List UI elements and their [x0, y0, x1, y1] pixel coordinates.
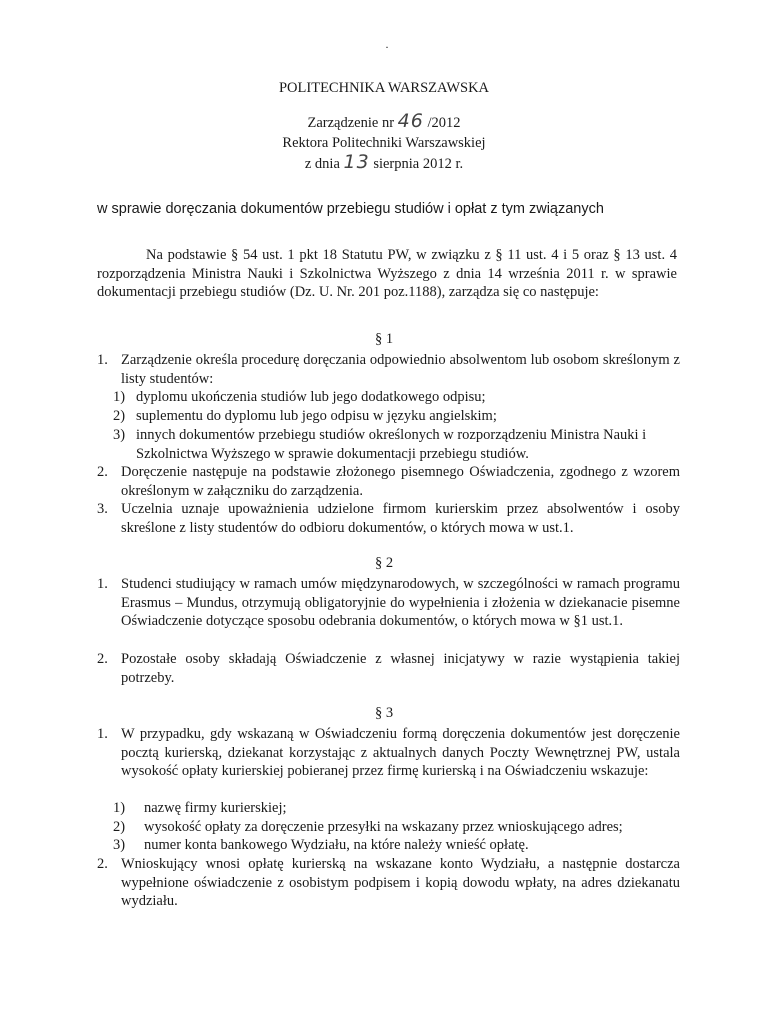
section-3-subitem-1: [113, 799, 680, 818]
order-number-line: [0, 110, 768, 132]
item-text: Pozostałe osoby składają Oświadczenie z własnej inicjatywy w razie wystąpienia takiej potrzeby.: [121, 651, 680, 686]
item-number: 1.: [97, 352, 108, 368]
handwritten-date-day: 13: [343, 151, 370, 173]
subitem-number: 2): [113, 819, 126, 835]
item-text: Uczelnia uznaje upoważnienia udzielone firmom kurierskim przez absolwentów i osoby skreślone z listy studentów do odbioru dokumentów, o których mowa w ust.1.: [121, 501, 680, 536]
order-suffix: /2012: [427, 115, 461, 131]
section-1-subitem-3: [113, 426, 680, 463]
item-text: W przypadku, gdy wskazaną w Oświadczeniu formą doręczenia dokumentów jest doręczenie pocztą kurierską, dziekanat korzystając z aktualnych danych Poczty Wewnętrznej PW, ustala wysokość opłaty kurierskiej pobieranej przez firmę kurierską i na Oświadczeniu wskazuje:: [121, 726, 680, 779]
preamble: Na podstawie § 54 ust. 1 pkt 18 Statutu PW, w związku z § 11 ust. 4 i 5 oraz § 13 ust. 4 rozporządzenia Ministra Nauki i Szkolnictwa Wyższego z dnia 14 września 2011 r. w sprawie dokumentacji przebiegu studiów (Dz. U. Nr. 201 poz.1188), zarządza się co następuje:: [97, 247, 677, 300]
item-text: Doręczenie następuje na podstawie złożonego pisemnego Oświadczenia, zgodnego z wzorem określonym w załączniku do zarządzenia.: [121, 464, 680, 499]
subitem-text: innych dokumentów przebiegu studiów określonych w rozporządzeniu Ministra Nauki i Szkolnictwa Wyższego w sprawie dokumentacji przebiegu studiów.: [136, 427, 647, 462]
issuer-line: Rektora Politechniki Warszawskiej: [282, 135, 486, 151]
subitem-text: suplementu do dyplomu lub jego odpisu w języku angielskim;: [136, 408, 497, 424]
section-3-item-1: [97, 725, 680, 781]
section-1-subitem-2: [113, 407, 680, 426]
document-subject: w sprawie doręczania dokumentów przebiegu studiów i opłat z tym związanych: [97, 201, 604, 217]
section-3-subitem-3: [113, 836, 680, 855]
section-1-title: § 1: [374, 331, 394, 347]
handwritten-order-number: 46: [397, 110, 424, 132]
subitem-number: 1): [113, 389, 126, 405]
subitem-text: numer konta bankowego Wydziału, na które należy wnieść opłatę.: [144, 837, 529, 853]
section-2-item-2: [97, 650, 680, 687]
subitem-number: 3): [113, 427, 126, 443]
scan-speck: ·: [385, 40, 389, 54]
item-number: 2.: [97, 651, 108, 667]
section-1-item-2: [97, 463, 680, 500]
section-3-item-2: [97, 855, 680, 911]
subitem-number: 1): [113, 800, 126, 816]
date-prefix: z dnia: [304, 156, 340, 172]
section-3-title: § 3: [374, 705, 394, 721]
section-2-title: § 2: [374, 555, 394, 571]
subitem-number: 3): [113, 837, 126, 853]
subitem-number: 2): [113, 408, 126, 424]
item-number: 2.: [97, 464, 108, 480]
date-suffix: sierpnia 2012 r.: [373, 156, 464, 172]
date-line: [0, 151, 768, 173]
section-2-item-1: [97, 575, 680, 631]
subitem-text: wysokość opłaty za doręczenie przesyłki na wskazany przez wnioskującego adres;: [144, 819, 623, 835]
item-number: 3.: [97, 501, 108, 517]
item-number: 2.: [97, 856, 108, 872]
subitem-text: nazwę firmy kurierskiej;: [144, 800, 287, 816]
subitem-text: dyplomu ukończenia studiów lub jego dodatkowego odpisu;: [136, 389, 486, 405]
section-1-item-3: [97, 500, 680, 537]
item-text: Studenci studiujący w ramach umów międzynarodowych, w szczególności w ramach programu Erasmus – Mundus, otrzymują obligatoryjnie do wypełnienia i złożenia w dziekanacie pisemne Oświadczenie dotyczące sposobu odebrania dokumentów, o których mowa w §1 ust.1.: [121, 576, 680, 629]
item-number: 1.: [97, 726, 108, 742]
item-text: Zarządzenie określa procedurę doręczania odpowiednio absolwentom lub osobom skreślonym z listy studentów:: [121, 352, 680, 387]
section-3-subitem-2: [113, 818, 680, 837]
item-text: Wnioskujący wnosi opłatę kurierską na wskazane konto Wydziału, a następnie dostarcza wypełnione oświadczenie z osobistym podpisem i kopią dowodu wpłaty, na adres dziekanatu wydziału.: [121, 856, 680, 909]
institution-name: POLITECHNIKA WARSZAWSKA: [278, 80, 490, 96]
order-prefix: Zarządzenie nr: [307, 115, 395, 131]
section-1-item-1: [97, 351, 680, 388]
section-1-subitem-1: [113, 388, 680, 407]
item-number: 1.: [97, 576, 108, 592]
